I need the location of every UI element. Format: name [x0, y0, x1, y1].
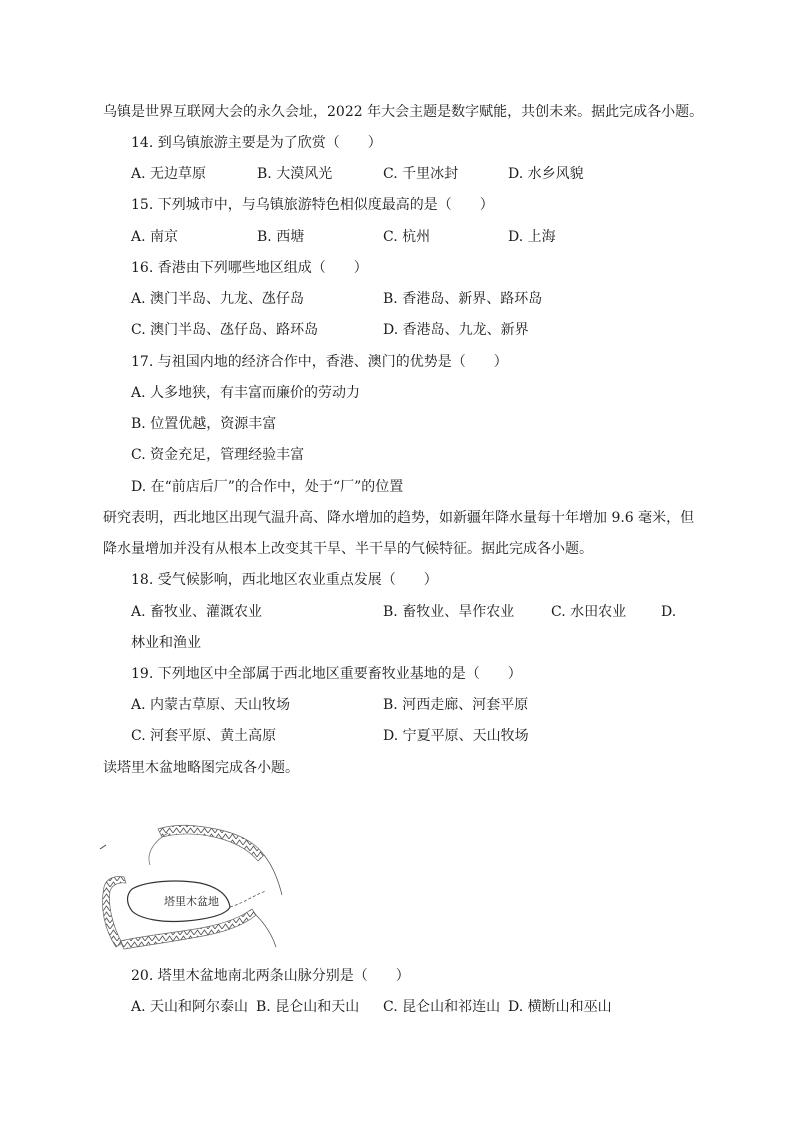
- question-17-option-a: A. 人多地狭，有丰富而廉价的劳动力: [131, 385, 361, 401]
- question-14-stem: 14. 到乌镇旅游主要是为了欣赏（ ）: [131, 135, 382, 151]
- question-19-stem: 19. 下列地区中全部属于西北地区重要畜牧业基地的是（ ）: [131, 666, 522, 682]
- question-16-stem: 16. 香港由下列哪些地区组成（ ）: [131, 260, 368, 276]
- map-label-tarim-basin: 塔里木盆地: [164, 895, 219, 908]
- question-19-option-d: D. 宁夏平原、天山牧场: [383, 728, 529, 744]
- question-17-option-b: B. 位置优越，资源丰富: [131, 416, 277, 432]
- question-16-option-a: A. 澳门半岛、九龙、氹仔岛: [131, 291, 305, 307]
- intro-paragraph-wuzhen: 乌镇是世界互联网大会的永久会址，2022 年大会主题是数字赋能，共创未来。据此完成各小题。: [103, 104, 704, 120]
- question-20-option-a: A. 天山和阿尔泰山: [131, 999, 249, 1015]
- question-18-option-a: A. 畜牧业、灌溉农业: [131, 604, 263, 620]
- question-18-option-d: D.: [661, 604, 677, 620]
- intro-paragraph-northwest-line2: 降水量增加并没有从根本上改变其干旱、半干旱的气候特征。据此完成各小题。: [103, 541, 593, 557]
- question-18-option-c: C. 水田农业: [551, 604, 627, 620]
- question-18-option-b: B. 畜牧业、旱作农业: [383, 604, 515, 620]
- question-17-option-d: D. 在“前店后厂”的合作中，处于“厂”的位置: [131, 479, 404, 495]
- question-14-option-b: B. 大漠风光: [257, 166, 333, 182]
- question-20-stem: 20. 塔里木盆地南北两条山脉分别是（ ）: [131, 968, 410, 984]
- western-mountain-range: [103, 876, 127, 947]
- question-18-stem: 18. 受气候影响，西北地区农业重点发展（ ）: [131, 572, 438, 588]
- question-20-option-c: C. 昆仑山和祁连山: [383, 999, 501, 1015]
- question-14-option-d: D. 水乡风貌: [508, 166, 584, 182]
- question-18-option-d-wrap: 林业和渔业: [131, 635, 201, 651]
- question-16-option-b: B. 香港岛、新界、路环岛: [383, 291, 543, 307]
- intro-paragraph-northwest-line1: 研究表明，西北地区出现气温升高、降水增加的趋势，如新疆年降水量每十年增加 9.6 毫米，但: [103, 510, 695, 526]
- question-14-option-c: C. 千里冰封: [383, 166, 459, 182]
- question-20-option-b: B. 昆仑山和天山: [256, 999, 360, 1015]
- question-15-option-b: B. 西塘: [257, 229, 305, 245]
- intro-paragraph-tarim: 读塔里木盆地略图完成各小题。: [103, 760, 299, 776]
- question-15-stem: 15. 下列城市中，与乌镇旅游特色相似度最高的是（ ）: [131, 197, 494, 213]
- southern-mountain-range: [120, 909, 256, 949]
- northern-mountain-range: [158, 825, 264, 861]
- question-16-option-d: D. 香港岛、九龙、新界: [383, 322, 529, 338]
- question-17-stem: 17. 与祖国内地的经济合作中，香港、澳门的优势是（ ）: [131, 354, 508, 370]
- question-19-option-c: C. 河套平原、黄土高原: [131, 728, 277, 744]
- question-17-option-c: C. 资金充足，管理经验丰富: [131, 447, 305, 463]
- tarim-basin-map: [96, 815, 296, 960]
- question-15-option-c: C. 杭州: [383, 229, 431, 245]
- question-20-option-d: D. 横断山和巫山: [508, 999, 612, 1015]
- question-14-option-a: A. 无边草原: [131, 166, 207, 182]
- question-19-option-b: B. 河西走廊、河套平原: [383, 697, 529, 713]
- question-15-option-a: A. 南京: [131, 229, 179, 245]
- question-16-option-c: C. 澳门半岛、氹仔岛、路环岛: [131, 322, 319, 338]
- question-19-option-a: A. 内蒙古草原、天山牧场: [131, 697, 291, 713]
- question-15-option-d: D. 上海: [508, 229, 556, 245]
